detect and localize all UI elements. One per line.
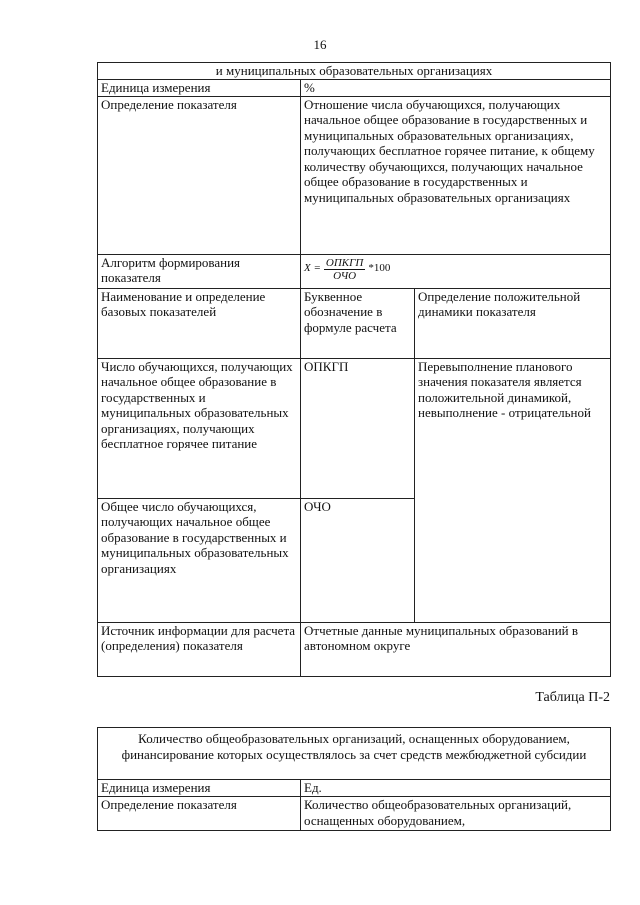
algorithm-row	[98, 254, 611, 288]
unit-value: Ед.	[301, 780, 611, 797]
definition-row	[98, 797, 611, 831]
base-dynamics: Перевыполнение планового значения показателя является положительной динамикой, невыполнение - отрицательной	[415, 358, 611, 622]
base-code-opkgp: ОПКГП	[301, 358, 415, 498]
page-number: 16	[313, 37, 327, 52]
base-name-ocho: Общее число обучающихся, получающих начальное общее образование в государственных и муниципальных образовательных организациях	[98, 498, 301, 622]
definition-row	[98, 96, 611, 254]
definition-value: Отношение числа обучающихся, получающих начальное общее образование в государственных и муниципальных образовательных организациях, получающих бесплатное горячее питание, к общему количеству обучающихся, получающих начальное общее образование в государственных и муниципальных образовательных организациях	[301, 96, 611, 254]
base-row-opkgp	[98, 358, 611, 498]
formula-cell	[301, 254, 611, 288]
unit-label: Единица измерения	[98, 780, 301, 797]
dynamics-label: Определение положительной динамики показателя	[415, 288, 611, 358]
unit-label: Единица измерения	[98, 79, 301, 96]
letter-label: Буквенное обозначение в формуле расчета	[301, 288, 415, 358]
unit-value: %	[301, 79, 611, 96]
table-caption: Таблица П-2	[535, 690, 610, 705]
algorithm-label: Алгоритм формирования показателя	[98, 254, 301, 288]
indicator-table-p1	[97, 62, 611, 677]
table-header-row	[98, 728, 611, 780]
source-label: Источник информации для расчета (определения) показателя	[98, 622, 301, 676]
formula-lhs: X =	[304, 262, 321, 275]
definition-label: Определение показателя	[98, 96, 301, 254]
formula-numerator: ОПКГП	[325, 256, 364, 269]
base-label: Наименование и определение базовых показателей	[98, 288, 301, 358]
base-name-opkgp: Число обучающихся, получающих начальное общее образование в государственных и муниципальных образовательных организациях, получающих бесплатное горячее питание	[98, 358, 301, 498]
unit-row	[98, 79, 611, 96]
table-header-row	[98, 63, 611, 80]
base-header-row	[98, 288, 611, 358]
source-row	[98, 622, 611, 676]
definition-label: Определение показателя	[98, 797, 301, 831]
formula-fraction	[324, 257, 365, 282]
formula	[304, 255, 390, 282]
table-header: Количество общеобразовательных организаций, оснащенных оборудованием, финансирование которых осуществлялось за счет средств межбюджетной субсидии	[98, 728, 611, 780]
source-value: Отчетные данные муниципальных образований в автономном округе	[301, 622, 611, 676]
formula-multiplier: *100	[368, 262, 391, 275]
formula-denominator: ОЧО	[333, 269, 357, 282]
indicator-table-p2	[97, 727, 611, 831]
unit-row	[98, 780, 611, 797]
table-header: и муниципальных образовательных организациях	[98, 63, 611, 80]
definition-value: Количество общеобразовательных организаций, оснащенных оборудованием,	[301, 797, 611, 831]
base-code-ocho: ОЧО	[301, 498, 415, 622]
